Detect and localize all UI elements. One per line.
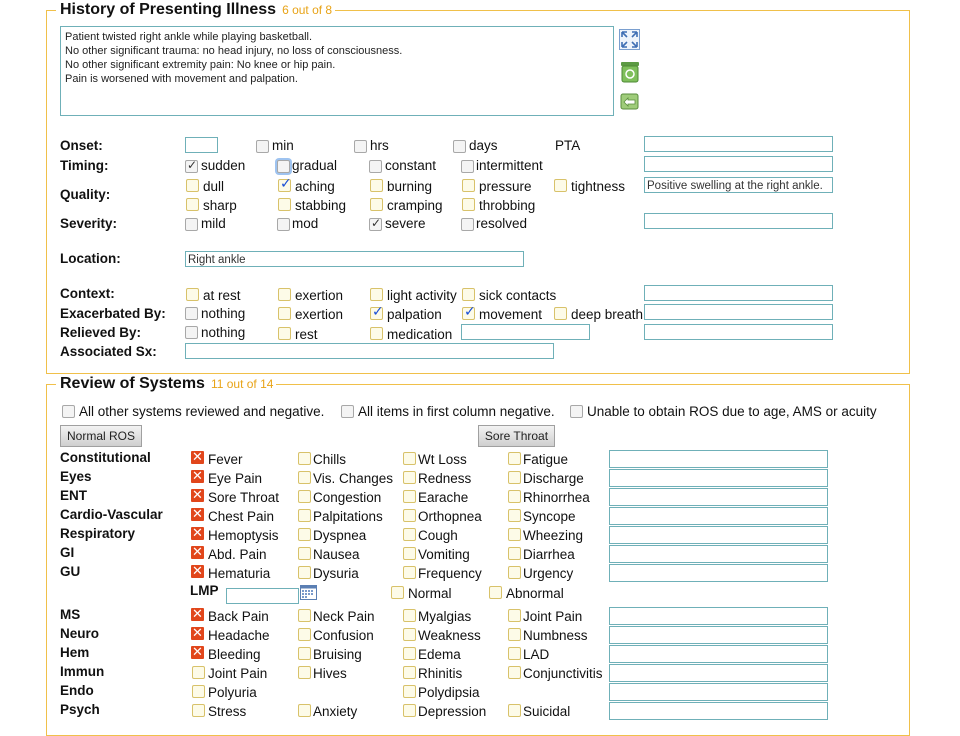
exacerbated-palpation-checkbox[interactable]: ✓ bbox=[372, 303, 384, 319]
relieved-medication-input[interactable] bbox=[461, 324, 590, 340]
context-at-rest-checkbox[interactable] bbox=[186, 288, 199, 301]
ros-item-label: Diarrhea bbox=[523, 547, 575, 562]
severity-mild-label: mild bbox=[201, 216, 226, 231]
ros-item-label: Stress bbox=[208, 704, 247, 719]
ros-row-label: Immun bbox=[60, 664, 105, 679]
ros-item-label: Rhinitis bbox=[418, 666, 463, 681]
ros-item-label: Frequency bbox=[418, 566, 482, 581]
ros-item-checkbox[interactable] bbox=[508, 528, 521, 541]
onset-hrs-checkbox[interactable] bbox=[354, 140, 367, 153]
ros-item-checkbox[interactable] bbox=[403, 666, 416, 679]
ros-item-checkbox[interactable] bbox=[403, 685, 416, 698]
ros-item-label: Numbness bbox=[523, 628, 588, 643]
ros-item-label: Wheezing bbox=[523, 528, 584, 543]
ros-row-label: Hem bbox=[60, 645, 90, 660]
ros-item-label: Polydipsia bbox=[418, 685, 480, 700]
severity-note-input[interactable] bbox=[644, 213, 833, 229]
quality-pressure-checkbox[interactable] bbox=[462, 179, 475, 192]
ros-item-checkbox[interactable] bbox=[403, 628, 416, 641]
ros-item-checkbox[interactable] bbox=[403, 528, 416, 541]
ros-item-checkbox[interactable] bbox=[298, 509, 311, 522]
ros-item-checkbox[interactable] bbox=[403, 704, 416, 717]
ros-row-note-input[interactable] bbox=[609, 626, 828, 644]
ros-item-checkbox[interactable] bbox=[298, 704, 311, 717]
ros-item-checkbox[interactable] bbox=[403, 566, 416, 579]
quality-tightness-checkbox[interactable] bbox=[554, 179, 567, 192]
ros-unable-checkbox[interactable] bbox=[570, 405, 583, 418]
onset-pta-label: PTA bbox=[555, 138, 581, 153]
ros-item-label: Dyspnea bbox=[313, 528, 367, 543]
onset-days-checkbox[interactable] bbox=[453, 140, 466, 153]
ros-item-label: Chest Pain bbox=[208, 509, 275, 524]
ros-item-label: Joint Pain bbox=[523, 609, 583, 624]
ros-item-label: Earache bbox=[418, 490, 469, 505]
ros-item-checkbox[interactable] bbox=[298, 547, 311, 560]
context-note-input[interactable] bbox=[644, 285, 833, 301]
lmp-abnormal-checkbox[interactable] bbox=[489, 586, 502, 599]
ros-item-checkbox[interactable] bbox=[403, 452, 416, 465]
ros-item-label: LAD bbox=[523, 647, 550, 662]
ros-item-label: Chills bbox=[313, 452, 347, 467]
ros-item-label: Bruising bbox=[313, 647, 362, 662]
ros-row-note-input[interactable] bbox=[609, 564, 828, 582]
ros-item-label: Edema bbox=[418, 647, 461, 662]
ros-row-note-input[interactable] bbox=[609, 702, 828, 720]
label-severity: Severity: bbox=[60, 216, 118, 231]
ros-negative-mark[interactable]: ✕ bbox=[192, 468, 203, 483]
ros-row-label: GU bbox=[60, 564, 81, 579]
ros-item-checkbox[interactable] bbox=[508, 609, 521, 622]
ros-item-label: Palpitations bbox=[313, 509, 383, 524]
ros-item-label: Myalgias bbox=[418, 609, 472, 624]
timing-sudden-checkbox[interactable]: ✓ bbox=[187, 158, 198, 172]
severity-mod-checkbox[interactable] bbox=[277, 218, 290, 231]
ros-item-checkbox[interactable] bbox=[298, 566, 311, 579]
ros-item-label: Joint Pain bbox=[208, 666, 268, 681]
ros-item-checkbox[interactable] bbox=[403, 547, 416, 560]
ros-row-label: Eyes bbox=[60, 469, 92, 484]
ros-item-label: Polyuria bbox=[208, 685, 257, 700]
ros-item-checkbox[interactable] bbox=[298, 471, 311, 484]
label-exacerbated: Exacerbated By: bbox=[60, 306, 166, 321]
quality-cramping-checkbox[interactable] bbox=[370, 198, 383, 211]
ros-item-checkbox[interactable] bbox=[298, 628, 311, 641]
ros-negative-mark[interactable]: ✕ bbox=[192, 544, 203, 559]
severity-severe-checkbox[interactable]: ✓ bbox=[371, 216, 382, 230]
timing-note-input[interactable] bbox=[644, 156, 833, 172]
hpi-legend bbox=[56, 1, 335, 19]
context-exertion-label: exertion bbox=[295, 288, 344, 303]
relieved-note-input[interactable] bbox=[644, 324, 833, 340]
ros-row-label: Endo bbox=[60, 683, 94, 698]
normal-ros-button[interactable]: Normal ROS bbox=[60, 425, 142, 447]
quality-dull-checkbox[interactable] bbox=[186, 179, 199, 192]
ros-item-label: Abd. Pain bbox=[208, 547, 267, 562]
ros-item-label: Syncope bbox=[523, 509, 576, 524]
ros-row-note-input[interactable] bbox=[609, 645, 828, 663]
expand-icon[interactable] bbox=[619, 29, 641, 51]
exacerbated-palpation-label: palpation bbox=[387, 307, 442, 322]
quality-burning-label: burning bbox=[387, 179, 433, 194]
severity-mod-label: mod bbox=[292, 216, 319, 231]
ros-item-label: Headache bbox=[208, 628, 270, 643]
ros-item-checkbox[interactable] bbox=[298, 609, 311, 622]
ros-row-note-input[interactable] bbox=[609, 488, 828, 506]
ros-item-label: Congestion bbox=[313, 490, 382, 505]
quality-aching-checkbox[interactable]: ✓ bbox=[280, 175, 292, 191]
ros-item-label: Suicidal bbox=[523, 704, 571, 719]
ros-item-label: Dysuria bbox=[313, 566, 359, 581]
onset-input[interactable] bbox=[185, 137, 218, 153]
label-context: Context: bbox=[60, 286, 115, 301]
severity-resolved-checkbox[interactable] bbox=[461, 218, 474, 231]
ros-first-column-negative-label: All items in first column negative. bbox=[358, 404, 555, 419]
quality-note-input[interactable]: Positive swelling at the right ankle. bbox=[644, 177, 833, 193]
quality-stabbing-label: stabbing bbox=[295, 198, 347, 213]
label-onset: Onset: bbox=[60, 138, 103, 153]
ros-negative-mark[interactable]: ✕ bbox=[192, 525, 203, 540]
label-associated: Associated Sx: bbox=[60, 344, 157, 359]
ros-item-label: Discharge bbox=[523, 471, 584, 486]
lmp-abnormal-label: Abnormal bbox=[506, 586, 564, 601]
exacerbated-nothing-checkbox[interactable] bbox=[185, 307, 198, 320]
ros-item-checkbox[interactable] bbox=[298, 490, 311, 503]
ros-item-label: Urgency bbox=[523, 566, 574, 581]
ros-item-checkbox[interactable] bbox=[192, 685, 205, 698]
ros-item-label: Hemoptysis bbox=[208, 528, 279, 543]
ros-item-label: Vis. Changes bbox=[313, 471, 394, 486]
relieved-nothing-label: nothing bbox=[201, 325, 246, 340]
quality-throbbing-label: throbbing bbox=[479, 198, 536, 213]
ros-item-label: Vomiting bbox=[418, 547, 470, 562]
ros-item-checkbox[interactable] bbox=[508, 566, 521, 579]
quality-sharp-label: sharp bbox=[203, 198, 237, 213]
ros-title: Review of Systems bbox=[60, 375, 205, 392]
onset-min-label: min bbox=[272, 138, 294, 153]
relieved-rest-label: rest bbox=[295, 327, 318, 342]
ros-row-note-input[interactable] bbox=[609, 507, 828, 525]
onset-days-label: days bbox=[469, 138, 498, 153]
timing-gradual-label: gradual bbox=[292, 158, 338, 173]
ros-negative-mark[interactable]: ✕ bbox=[192, 487, 203, 502]
exacerbated-deep-breath-checkbox[interactable] bbox=[554, 307, 567, 320]
ros-item-checkbox[interactable] bbox=[508, 452, 521, 465]
quality-throbbing-checkbox[interactable] bbox=[462, 198, 475, 211]
ros-row-note-input[interactable] bbox=[609, 683, 828, 701]
ros-row-label: ENT bbox=[60, 488, 87, 503]
ros-all-other-negative-checkbox[interactable] bbox=[62, 405, 75, 418]
ros-item-checkbox[interactable] bbox=[192, 704, 205, 717]
ros-item-label: Neck Pain bbox=[313, 609, 375, 624]
ros-item-label: Fever bbox=[208, 452, 243, 467]
ros-item-checkbox[interactable] bbox=[298, 528, 311, 541]
ros-row-label: Respiratory bbox=[60, 526, 136, 541]
quality-burning-checkbox[interactable] bbox=[370, 179, 383, 192]
ros-first-column-negative-checkbox[interactable] bbox=[341, 405, 354, 418]
ros-row-label: Psych bbox=[60, 702, 100, 717]
ros-item-checkbox[interactable] bbox=[508, 471, 521, 484]
ros-item-label: Nausea bbox=[313, 547, 360, 562]
ros-item-checkbox[interactable] bbox=[192, 666, 205, 679]
calendar-icon[interactable] bbox=[300, 584, 317, 603]
ros-row-label: Constitutional bbox=[60, 450, 151, 465]
ros-item-label: Orthopnea bbox=[418, 509, 482, 524]
lmp-normal-label: Normal bbox=[408, 586, 452, 601]
lmp-label: LMP bbox=[190, 583, 219, 598]
onset-hrs-label: hrs bbox=[370, 138, 389, 153]
lmp-normal-checkbox[interactable] bbox=[391, 586, 404, 599]
timing-constant-checkbox[interactable] bbox=[369, 160, 382, 173]
exacerbated-exertion-checkbox[interactable] bbox=[278, 307, 291, 320]
timing-intermittent-checkbox[interactable] bbox=[461, 160, 474, 173]
ros-item-label: Bleeding bbox=[208, 647, 261, 662]
timing-constant-label: constant bbox=[385, 158, 437, 173]
ros-item-label: Redness bbox=[418, 471, 472, 486]
context-light-activity-checkbox[interactable] bbox=[370, 288, 383, 301]
ros-row-label: Cardio-Vascular bbox=[60, 507, 163, 522]
label-timing: Timing: bbox=[60, 158, 109, 173]
associated-input[interactable] bbox=[185, 343, 554, 359]
quality-aching-label: aching bbox=[295, 179, 335, 194]
ros-unable-label: Unable to obtain ROS due to age, AMS or acuity bbox=[587, 404, 877, 419]
ros-negative-mark[interactable]: ✕ bbox=[192, 606, 203, 621]
relieved-rest-checkbox[interactable] bbox=[278, 327, 291, 340]
ros-item-checkbox[interactable] bbox=[403, 609, 416, 622]
label-relieved: Relieved By: bbox=[60, 325, 142, 340]
ros-item-checkbox[interactable] bbox=[508, 547, 521, 560]
exacerbated-movement-label: movement bbox=[479, 307, 543, 322]
ros-row-note-input[interactable] bbox=[609, 607, 828, 625]
ros-item-checkbox[interactable] bbox=[508, 509, 521, 522]
ros-item-label: Conjunctivitis bbox=[523, 666, 603, 681]
context-exertion-checkbox[interactable] bbox=[278, 288, 291, 301]
ros-item-checkbox[interactable] bbox=[403, 647, 416, 660]
exacerbated-movement-checkbox[interactable]: ✓ bbox=[464, 303, 476, 319]
ros-row-note-input[interactable] bbox=[609, 526, 828, 544]
ros-row-note-input[interactable] bbox=[609, 664, 828, 682]
ros-row-label: Neuro bbox=[60, 626, 100, 641]
ros-item-checkbox[interactable] bbox=[508, 666, 521, 679]
quality-pressure-label: pressure bbox=[479, 179, 532, 194]
trash-icon[interactable] bbox=[619, 60, 641, 82]
quality-sharp-checkbox[interactable] bbox=[186, 198, 199, 211]
ros-item-label: Hives bbox=[313, 666, 347, 681]
quality-stabbing-checkbox[interactable] bbox=[278, 198, 291, 211]
context-light-activity-label: light activity bbox=[387, 288, 457, 303]
ros-negative-mark[interactable]: ✕ bbox=[192, 625, 203, 640]
location-input[interactable]: Right ankle bbox=[185, 251, 524, 267]
context-sick-contacts-label: sick contacts bbox=[479, 288, 557, 303]
ros-row-note-input[interactable] bbox=[609, 469, 828, 487]
ros-legend bbox=[56, 375, 276, 393]
severity-mild-checkbox[interactable] bbox=[185, 218, 198, 231]
ros-item-checkbox[interactable] bbox=[403, 509, 416, 522]
sore-throat-button[interactable]: Sore Throat bbox=[478, 425, 555, 447]
hpi-count: 6 out of 8 bbox=[282, 3, 333, 17]
ros-all-other-negative-label: All other systems reviewed and negative. bbox=[79, 404, 325, 419]
ros-item-checkbox[interactable] bbox=[403, 490, 416, 503]
ros-row-note-input[interactable] bbox=[609, 545, 828, 563]
context-at-rest-label: at rest bbox=[203, 288, 241, 303]
ros-item-label: Cough bbox=[418, 528, 458, 543]
severity-resolved-label: resolved bbox=[476, 216, 528, 231]
timing-gradual-checkbox[interactable] bbox=[277, 160, 290, 173]
exacerbated-note-input[interactable] bbox=[644, 304, 833, 320]
ros-item-checkbox[interactable] bbox=[508, 704, 521, 717]
ros-item-label: Eye Pain bbox=[208, 471, 263, 486]
ros-row-label: MS bbox=[60, 607, 81, 622]
timing-intermittent-label: intermittent bbox=[476, 158, 543, 173]
ros-negative-mark[interactable]: ✕ bbox=[192, 449, 203, 464]
ros-item-checkbox[interactable] bbox=[508, 628, 521, 641]
ros-item-label: Hematuria bbox=[208, 566, 271, 581]
ros-item-label: Rhinorrhea bbox=[523, 490, 590, 505]
ros-item-label: Weakness bbox=[418, 628, 481, 643]
timing-sudden-label: sudden bbox=[201, 158, 246, 173]
ros-row-label: GI bbox=[60, 545, 75, 560]
context-sick-contacts-checkbox[interactable] bbox=[462, 288, 475, 301]
ros-item-label: Confusion bbox=[313, 628, 374, 643]
label-quality: Quality: bbox=[60, 187, 111, 202]
quality-cramping-label: cramping bbox=[387, 198, 443, 213]
ros-item-label: Sore Throat bbox=[208, 490, 280, 505]
hpi-title: History of Presenting Illness bbox=[60, 1, 277, 18]
exacerbated-exertion-label: exertion bbox=[295, 307, 344, 322]
quality-tightness-label: tightness bbox=[571, 179, 626, 194]
onset-min-checkbox[interactable] bbox=[256, 140, 269, 153]
relieved-nothing-checkbox[interactable] bbox=[185, 326, 198, 339]
relieved-medication-label: medication bbox=[387, 327, 453, 342]
label-location: Location: bbox=[60, 251, 121, 266]
severity-severe-label: severe bbox=[385, 216, 426, 231]
ros-negative-mark[interactable]: ✕ bbox=[192, 563, 203, 578]
template-icon[interactable] bbox=[619, 90, 641, 112]
ros-item-label: Wt Loss bbox=[418, 452, 467, 467]
quality-dull-label: dull bbox=[203, 179, 225, 194]
ros-item-checkbox[interactable] bbox=[298, 666, 311, 679]
ros-item-checkbox[interactable] bbox=[298, 647, 311, 660]
ros-item-label: Back Pain bbox=[208, 609, 269, 624]
ros-item-label: Anxiety bbox=[313, 704, 358, 719]
lmp-input[interactable] bbox=[226, 588, 299, 604]
exacerbated-nothing-label: nothing bbox=[201, 306, 246, 321]
ros-negative-mark[interactable]: ✕ bbox=[192, 644, 203, 659]
ros-item-label: Fatigue bbox=[523, 452, 569, 467]
hpi-note-textarea[interactable] bbox=[60, 26, 614, 116]
ros-count: 11 out of 14 bbox=[210, 377, 274, 391]
ros-item-checkbox[interactable] bbox=[403, 471, 416, 484]
ros-negative-mark[interactable]: ✕ bbox=[192, 506, 203, 521]
ros-item-checkbox[interactable] bbox=[298, 452, 311, 465]
ros-row-note-input[interactable] bbox=[609, 450, 828, 468]
ros-item-checkbox[interactable] bbox=[508, 490, 521, 503]
exacerbated-deep-breath-label: deep breath bbox=[571, 307, 644, 322]
ros-item-label: Depression bbox=[418, 704, 487, 719]
onset-note-input[interactable] bbox=[644, 136, 833, 152]
relieved-medication-checkbox[interactable] bbox=[370, 327, 383, 340]
ros-item-checkbox[interactable] bbox=[508, 647, 521, 660]
